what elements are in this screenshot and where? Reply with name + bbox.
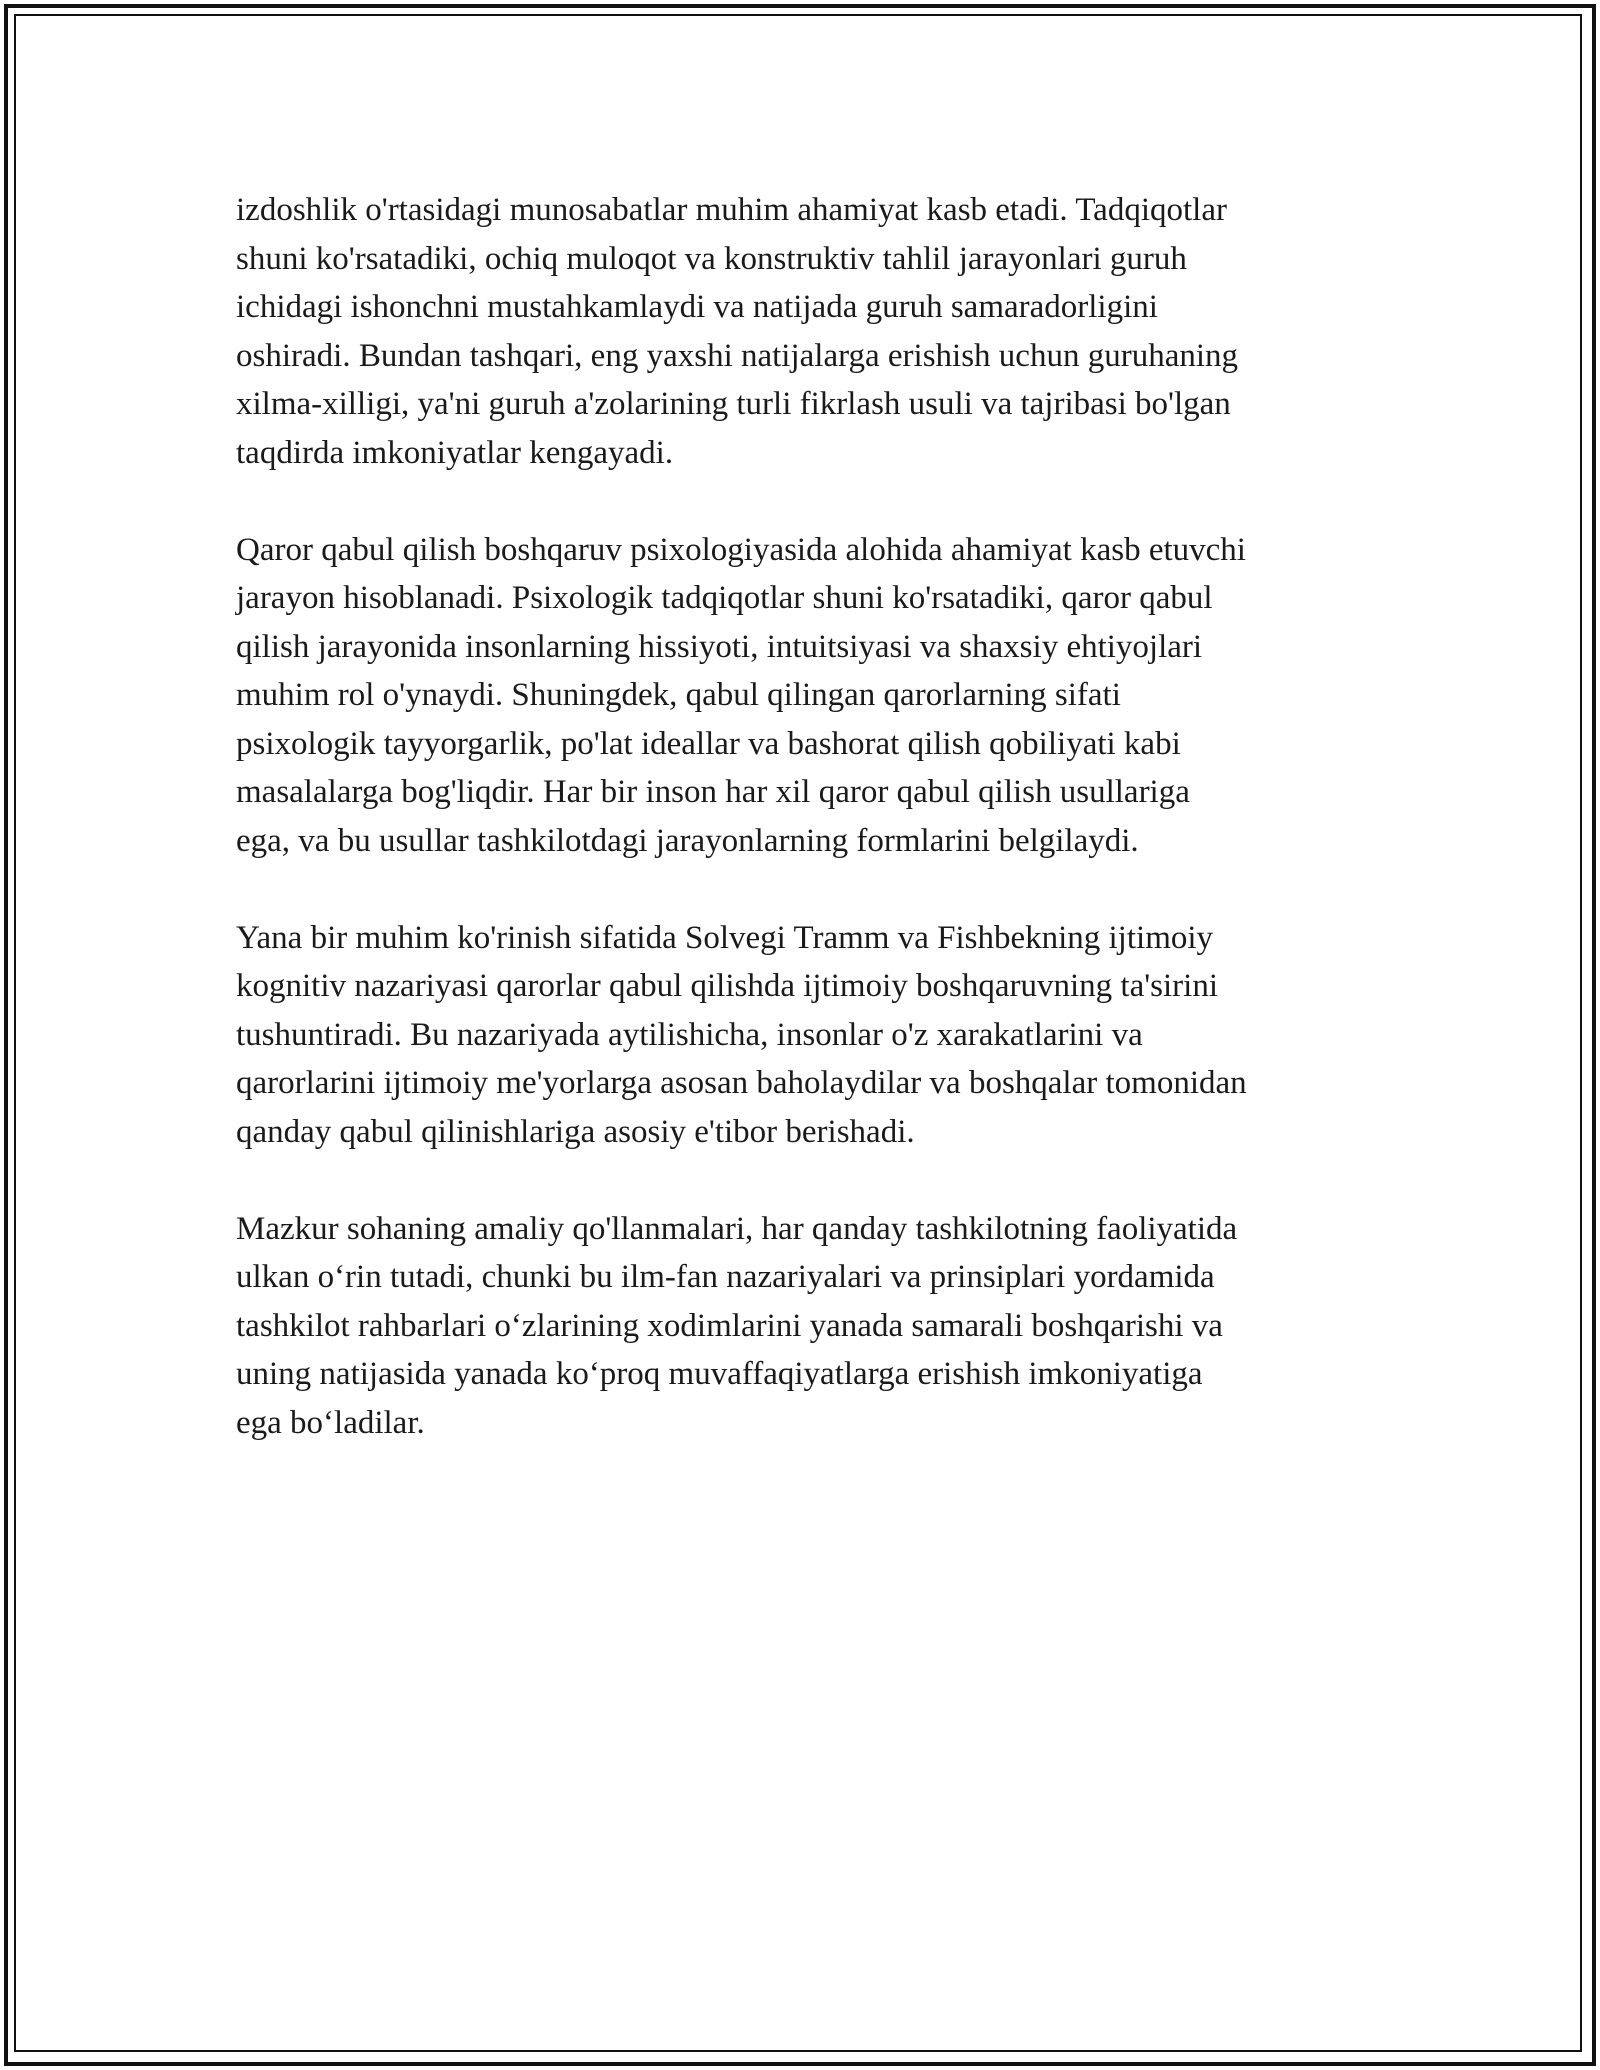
text-line: kognitiv nazariyasi qarorlar qabul qilishda ijtimoiy boshqaruvning ta'sirini [236, 968, 1219, 1004]
text-line: Mazkur sohaning amaliy qo'llanmalari, har qanday tashkilotning faoliyatida [236, 1210, 1238, 1247]
paragraph-practical-applications [236, 1205, 1366, 1448]
paragraph-decision-making [236, 526, 1366, 866]
text-line: Yana bir muhim ko'rinish sifatida Solvegi Tramm va Fishbekning ijtimoiy [236, 919, 1214, 956]
text-line: uning natijasida yanada koʻproq muvaffaqiyatlarga erishish imkoniyatiga [236, 1356, 1203, 1392]
text-line: xilma-xilligi, ya'ni guruh a'zolarining turli fikrlash usuli va tajribasi bo'lgan [236, 386, 1231, 422]
paragraph-social-cognitive-theory [236, 914, 1366, 1157]
text-line: ichidagi ishonchni mustahkamlaydi va natijada guruh samaradorligini [236, 289, 1158, 325]
text-line: taqdirda imkoniyatlar kengayadi. [236, 434, 674, 471]
text-line: qarorlarini ijtimoiy me'yorlarga asosan baholaydilar va boshqalar tomonidan [236, 1065, 1247, 1101]
text-line: ega, va bu usullar tashkilotdagi jarayonlarning formlarini belgilaydi. [236, 822, 1139, 859]
text-line: masalalarga bog'liqdir. Har bir inson har xil qaror qabul qilish usullariga [236, 774, 1190, 810]
text-line: tashkilot rahbarlari oʻzlarining xodimlarini yanada samarali boshqarishi va [236, 1307, 1223, 1344]
text-line: muhim rol o'ynaydi. Shuningdek, qabul qilingan qarorlarning sifati [236, 677, 1121, 713]
text-line: Qaror qabul qilish boshqaruv psixologiyasida alohida ahamiyat kasb etuvchi [236, 531, 1246, 568]
text-line: ulkan oʻrin tutadi, chunki bu ilm-fan nazariyalari va prinsiplari yordamida [236, 1259, 1215, 1295]
text-line: izdoshlik o'rtasidagi munosabatlar muhim ahamiyat kasb etadi. Tadqiqotlar [236, 192, 1227, 228]
text-line: qanday qabul qilinishlariga asosiy e'tibor berishadi. [236, 1113, 915, 1150]
text-line: oshiradi. Bundan tashqari, eng yaxshi natijalarga erishish uchun guruhaning [236, 337, 1239, 374]
paragraph-group-dynamics [236, 186, 1366, 477]
document-body [236, 186, 1366, 1496]
text-line: shuni ko'rsatadiki, ochiq muloqot va konstruktiv tahlil jarayonlari guruh [236, 240, 1187, 277]
text-line: tushuntiradi. Bu nazariyada aytilishicha, insonlar o'z xarakatlarini va [236, 1016, 1143, 1053]
text-line: qilish jarayonida insonlarning hissiyoti, intuitsiyasi va shaxsiy ehtiyojlari [236, 628, 1203, 665]
text-line: jarayon hisoblanadi. Psixologik tadqiqotlar shuni ko'rsatadiki, qaror qabul [236, 580, 1213, 616]
text-line: ega boʻladilar. [236, 1404, 425, 1441]
text-line: psixologik tayyorgarlik, po'lat ideallar va bashorat qilish qobiliyati kabi [236, 725, 1181, 762]
